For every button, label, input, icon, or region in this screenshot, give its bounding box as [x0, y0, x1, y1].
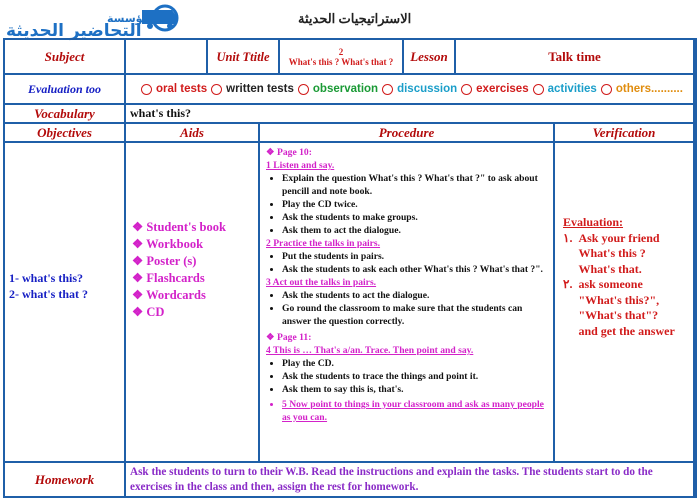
procedure-step: • Ask the students to make groups. — [282, 211, 549, 224]
procedure-step: • Ask the students to act the dialogue. — [282, 289, 549, 302]
aid-item: ❖ Flashcards — [132, 271, 205, 285]
verification-label: Evaluation: — [563, 215, 624, 229]
objectives-header: Objectives — [5, 124, 126, 143]
diamond-bullet-icon: ❖ — [266, 332, 275, 343]
checkbox-oral-tests[interactable] — [141, 84, 152, 95]
lesson-value: Talk time — [456, 40, 695, 75]
procedure-step: • Ask them to act the dialogue. — [282, 224, 549, 237]
procedure-step: • Ask them to say this is, that's. — [282, 383, 549, 396]
eval-discussion: discussion — [397, 83, 458, 95]
checkbox-others[interactable] — [601, 84, 612, 95]
objectives-cell — [5, 143, 126, 463]
checkbox-discussion[interactable] — [382, 84, 393, 95]
logo — [2, 2, 182, 40]
aid-item: ❖ Student's book — [132, 220, 226, 234]
aid-item: ❖ Poster (s) — [132, 254, 197, 268]
section-1-title: 1 Listen and say. — [266, 160, 335, 171]
unit-title-value — [280, 40, 404, 75]
lesson-label: Lesson — [404, 40, 456, 75]
eval-written-tests: written tests — [226, 83, 294, 95]
diamond-bullet-icon: ❖ — [132, 271, 144, 285]
section-2-title: 2 Practice the talks in pairs. — [266, 238, 381, 249]
procedure-step: • Explain the question What's this ? What's that ?" to ask about pencill and note book. — [282, 172, 549, 198]
section-3-title: 3 Act out the talks in pairs. — [266, 277, 377, 288]
unit-title-text: What's this ? What's that ? — [288, 56, 394, 67]
checkbox-written-tests[interactable] — [211, 84, 222, 95]
objective-2: 2- what's that ? — [9, 287, 89, 301]
eval-others: others.......... — [615, 83, 683, 95]
aids-header: Aids — [126, 124, 260, 143]
aid-item: ❖ Workbook — [132, 237, 204, 251]
procedure-step: • Ask the students to ask each other What's this ? What's that ?". — [282, 263, 549, 276]
checkbox-exercises[interactable] — [461, 84, 472, 95]
eval-exercises: exercises — [476, 83, 529, 95]
diamond-bullet-icon: ❖ — [132, 288, 144, 302]
diamond-bullet-icon: ❖ — [132, 305, 144, 319]
subject-value — [126, 40, 208, 75]
lesson-plan-table — [3, 38, 697, 498]
eval-observation: observation — [312, 83, 379, 95]
aid-item: ❖ Wordcards — [132, 288, 206, 302]
eval-activities: activities — [547, 83, 597, 95]
procedure-cell — [260, 143, 555, 463]
homework-text: Ask the students to turn to their W.B. Read the instructions and explain the tasks. The students start to do the exercises in the class and then, assign the rest for homework. — [126, 463, 695, 496]
section-5-title: • 5 Now point to things in your classroom and ask as many people as you can. — [282, 398, 549, 424]
logo-text: التحاضير الحديثة — [6, 21, 142, 41]
diamond-bullet-icon: ❖ — [132, 237, 144, 251]
procedure-step: • Play the CD twice. — [282, 198, 549, 211]
page-title: الاستراتيجيات الحديثة — [298, 11, 412, 26]
eval-oral-tests: oral tests — [156, 83, 208, 95]
aid-item: ❖ CD — [132, 305, 165, 319]
evaluation-tools — [126, 75, 695, 105]
diamond-bullet-icon: ❖ — [266, 147, 275, 158]
vocabulary-label: Vocabulary — [5, 105, 126, 124]
procedure-step: • Put the students in pairs. — [282, 250, 549, 263]
diamond-bullet-icon: ❖ — [132, 254, 144, 268]
aids-cell — [126, 143, 260, 463]
logo-subtitle: مؤسسة — [107, 12, 150, 25]
procedure-step: • Ask the students to trace the things and point it. — [282, 370, 549, 383]
section-4-title: 4 This is … That's a/an. Trace. Then point and say. — [266, 345, 474, 356]
verification-header: Verification — [555, 124, 695, 143]
verification-item-2: ٢. ask someone "What's this?", "What's that"? and get the answer — [563, 277, 675, 338]
objective-1: 1- what's this? — [9, 271, 84, 285]
verification-item-1: ١. Ask your friend What's this ? What's that. — [563, 230, 660, 276]
procedure-step: • Go round the classroom to make sure that the students can answer the question correctly. — [282, 302, 549, 328]
checkbox-activities[interactable] — [533, 84, 544, 95]
evaluation-label: Evaluation too — [5, 75, 126, 105]
page-10-heading: ❖ Page 10: — [266, 147, 312, 158]
vocabulary-value: what's this? — [126, 105, 695, 124]
procedure-header: Procedure — [260, 124, 555, 143]
checkbox-observation[interactable] — [298, 84, 309, 95]
verification-cell — [555, 143, 695, 463]
homework-label: Homework — [5, 463, 126, 496]
procedure-step: • Play the CD. — [282, 357, 549, 370]
page-11-heading: ❖ Page 11: — [266, 332, 312, 343]
unit-title-label: Unit Ttitle — [208, 40, 280, 75]
unit-number: 2 — [338, 46, 344, 57]
subject-label: Subject — [5, 40, 126, 75]
diamond-bullet-icon: ❖ — [132, 220, 144, 234]
